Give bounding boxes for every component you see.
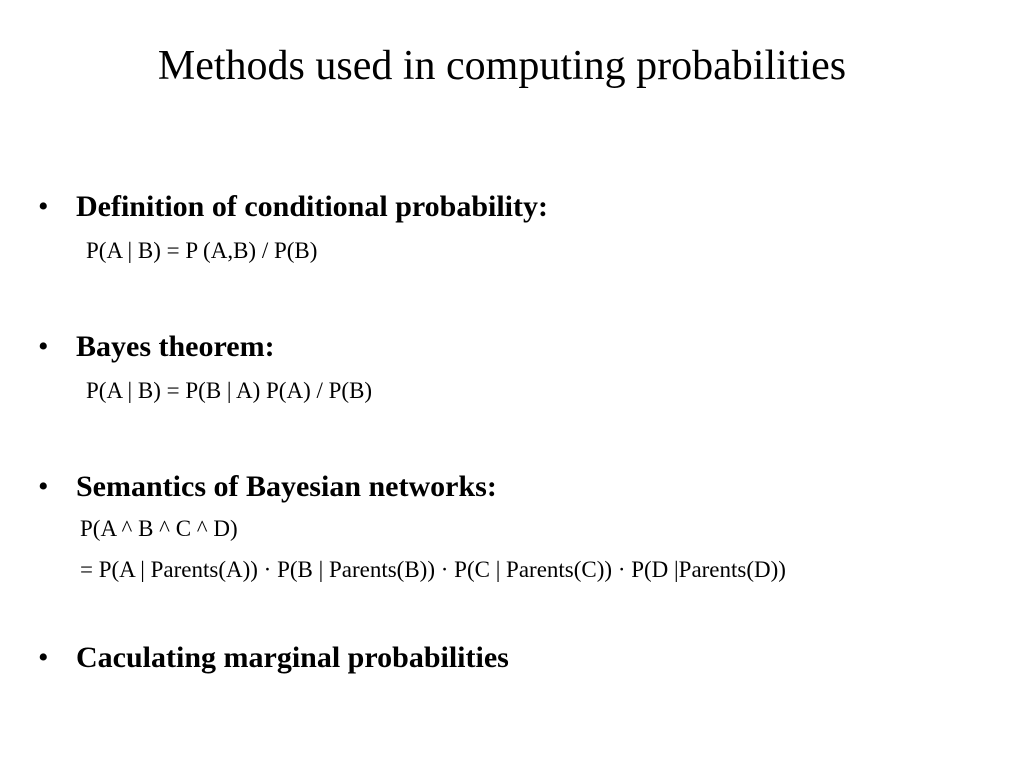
- bullet-icon: •: [38, 190, 49, 223]
- bullet-heading: Semantics of Bayesian networks:: [76, 470, 497, 503]
- slide-title: Methods used in computing probabilities: [157, 43, 847, 89]
- formula-line: P(A | B) = P(B | A) P(A) / P(B): [86, 378, 373, 403]
- formula-line: P(A | B) = P (A,B) / P(B): [86, 238, 318, 263]
- bullet-icon: •: [38, 641, 49, 674]
- bullet-heading: Definition of conditional probability:: [76, 190, 549, 223]
- formula-line: P(A ^ B ^ C ^ D): [80, 516, 238, 541]
- bullet-icon: •: [38, 330, 49, 363]
- bullet-heading: Bayes theorem:: [76, 330, 275, 363]
- formula-line: = P(A | Parents(A)) · P(B | Parents(B)) · P(C | Parents(C)) · P(D |Parents(D)): [80, 557, 786, 582]
- bullet-heading: Caculating marginal probabilities: [76, 641, 509, 674]
- bullet-icon: •: [38, 470, 49, 503]
